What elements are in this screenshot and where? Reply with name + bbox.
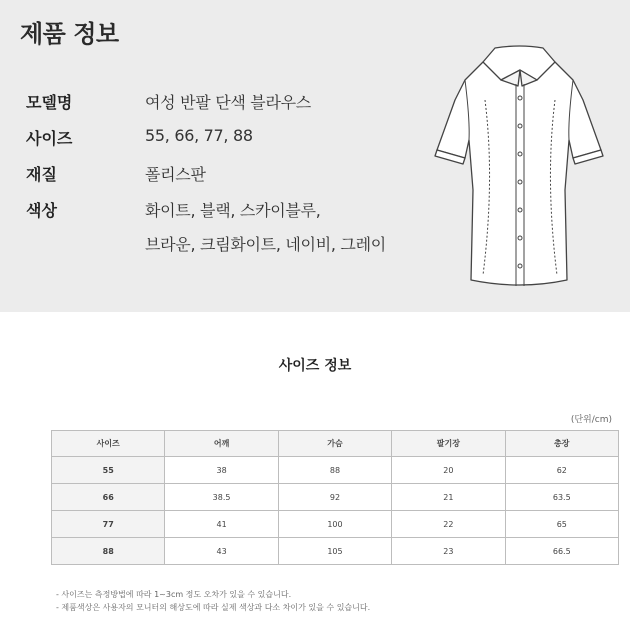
model-name-label: 모델명: [26, 93, 73, 112]
table-row: [52, 511, 619, 538]
table-cell: 66: [52, 484, 165, 511]
product-info-title: 제품 정보: [20, 20, 119, 48]
table-cell: 65: [505, 511, 618, 538]
table-cell: 43: [165, 538, 278, 565]
table-row: [52, 457, 619, 484]
table-cell: 105: [278, 538, 391, 565]
table-cell: 23: [392, 538, 505, 565]
size-info-title: 사이즈 정보: [278, 358, 352, 374]
color-value-line1: 화이트, 블랙, 스카이블루,: [145, 201, 321, 220]
note-measurement: - 사이즈는 측정방법에 따라 1~3cm 정도 오차가 있을 수 있습니다.: [56, 590, 292, 599]
table-cell: 21: [392, 484, 505, 511]
header-sleeve-length: 팔기장: [392, 431, 505, 457]
table-cell: 77: [52, 511, 165, 538]
product-info-panel: [0, 0, 630, 312]
table-cell: 100: [278, 511, 391, 538]
size-table: [51, 430, 619, 565]
table-cell: 20: [392, 457, 505, 484]
table-cell: 41: [165, 511, 278, 538]
table-cell: 55: [52, 457, 165, 484]
table-cell: 88: [52, 538, 165, 565]
notes: [56, 588, 370, 614]
color-value-line2: 브라운, 크림화이트, 네이비, 그레이: [145, 235, 386, 254]
header-shoulder: 어깨: [165, 431, 278, 457]
table-cell: 66.5: [505, 538, 618, 565]
size-label: 사이즈: [26, 129, 73, 148]
table-cell: 63.5: [505, 484, 618, 511]
table-cell: 22: [392, 511, 505, 538]
table-row: [52, 484, 619, 511]
table-cell: 38.5: [165, 484, 278, 511]
table-cell: 38: [165, 457, 278, 484]
table-cell: 62: [505, 457, 618, 484]
header-chest: 가슴: [278, 431, 391, 457]
color-label: 색상: [26, 201, 57, 220]
table-cell: 92: [278, 484, 391, 511]
note-color: - 제품색상은 사용자의 모니터의 해상도에 따라 실제 색상과 다소 차이가 있을 수 있습니다.: [56, 603, 371, 612]
header-total-length: 총장: [505, 431, 618, 457]
unit-label: (단위/cm): [570, 415, 612, 425]
table-cell: 88: [278, 457, 391, 484]
material-label: 재질: [26, 165, 57, 184]
table-header-row: [52, 431, 619, 457]
short-sleeve-blouse-icon: [425, 40, 615, 295]
header-size: 사이즈: [52, 431, 165, 457]
model-name-value: 여성 반팔 단색 블라우스: [145, 93, 311, 112]
material-value: 폴리스판: [145, 165, 206, 184]
size-value: 55, 66, 77, 88: [145, 126, 253, 145]
table-row: [52, 538, 619, 565]
